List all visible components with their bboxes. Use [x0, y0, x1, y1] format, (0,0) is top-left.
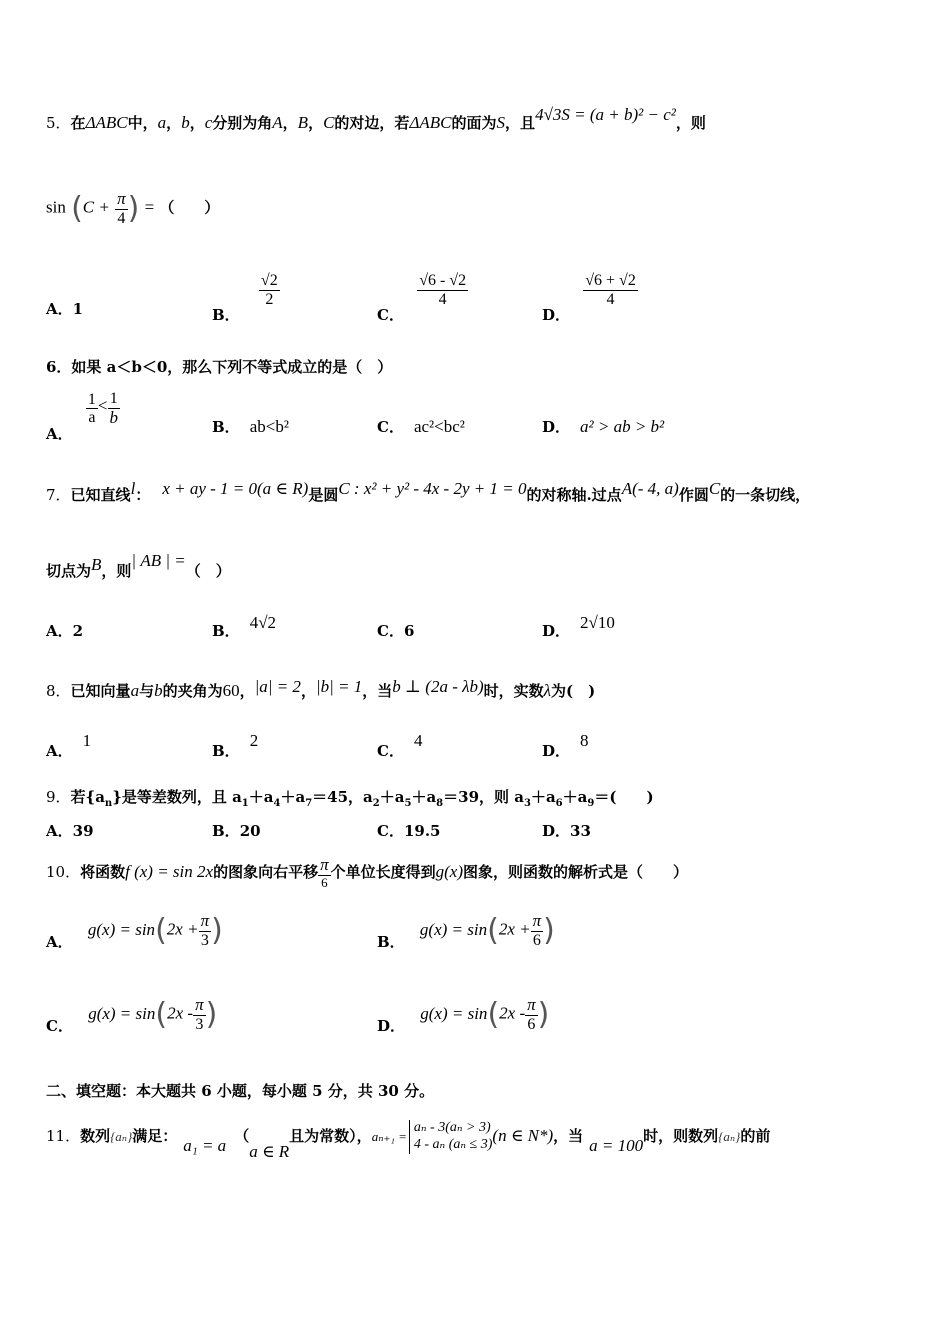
- q8-option-c[interactable]: C．4: [377, 731, 423, 760]
- q6-option-d[interactable]: D． a² > ab > b²: [542, 417, 665, 436]
- q10-option-b[interactable]: B． g(x) = sin(2x + $\frac{\pi}{6}$ ): [377, 911, 555, 951]
- question-8-stem: 8．已知向量a与b的夹角为60，|a| = 2，|b| = 1，当b ⊥ (2a - λb)时，实数λ为( ): [46, 677, 596, 700]
- question-5-stem: 5．在ΔABC中，a，b，c分别为角A，B，C的对边，若ΔABC的面为S，且4√3S = (a + b)² − c²，则: [46, 105, 706, 132]
- q10-option-d[interactable]: D． g(x) = sin(2x - $\frac{\pi}{6}$ ): [377, 995, 550, 1035]
- q7-option-d[interactable]: D． 2√10: [542, 613, 615, 640]
- q7-option-a[interactable]: A．2: [46, 622, 84, 640]
- question-9-stem: 9．若$\{a_n\}$是等差数列，且 $a_1+a_4+a_7=45$，$a_2+a_5+a_8=39$，则 $a_3+a_6+a_9=$( ): [46, 788, 654, 809]
- q6-option-b[interactable]: B． ab<b²: [212, 417, 289, 436]
- section-2-heading: 二、填空题：本大题共 6 小题，每小题 5 分，共 30 分。: [46, 1082, 435, 1100]
- question-6-stem: 6．如果 a＜b＜0，那么下列不等式成立的是（ ）: [46, 358, 393, 376]
- q5-option-b[interactable]: B． $\frac{√2}{2}$: [212, 272, 278, 325]
- pi-over-4: $\frac{\pi}{4}$: [117, 189, 126, 227]
- q10-option-a[interactable]: A． g(x) = sin(2x + $\frac{\pi}{3}$ ): [46, 911, 223, 951]
- piecewise-cases: aₙ - 3(aₙ > 3) 4 - aₙ (aₙ ≤ 3): [409, 1120, 493, 1154]
- q5-option-c[interactable]: C． $\frac{√6 - √2}{4}$: [377, 272, 467, 325]
- q5-option-a[interactable]: A．1: [46, 300, 84, 318]
- q8-option-a[interactable]: A．1: [46, 731, 92, 760]
- q6-option-c[interactable]: C． ac²<bc²: [377, 417, 465, 436]
- q10-option-c[interactable]: C． g(x) = sin(2x - $\frac{\pi}{3}$ ): [46, 995, 218, 1035]
- q9-option-d[interactable]: D．33: [542, 822, 591, 840]
- question-11-stem: 11．数列{aₙ}满足： a₁ = a （a ∈ R且为常数），aₙ₊₁ = aₙ - 3(aₙ > 3) 4 - aₙ (aₙ ≤ 3) (n ∈ N*)，当 a = 100时，则数列{aₙ}的前: [46, 1120, 771, 1161]
- question-5-expression: sin (C + $\frac{\pi}{4}$ ) = （ ）: [46, 189, 220, 227]
- q9-option-b[interactable]: B．20: [212, 822, 261, 840]
- q9-option-c[interactable]: C．19.5: [377, 822, 441, 840]
- question-10-stem: 10．将函数f (x) = sin 2x的图象向右平移 $\frac{\pi}{6}$ 个单位长度得到g(x)图象，则函数的解析式是（ ）: [46, 855, 689, 890]
- q7-option-c[interactable]: C．6: [377, 622, 415, 640]
- question-7-stem-cont: 切点为B，则| AB | =（ ）: [46, 551, 231, 580]
- q8-option-d[interactable]: D．8: [542, 731, 589, 760]
- question-7-stem: 7．已知直线l： x + ay - 1 = 0(a ∈ R)是圆C : x² + y² - 4x - 2y + 1 = 0的对称轴.过点A(- 4, a)作圆C的一条切线，: [46, 479, 811, 504]
- q5-option-d[interactable]: D． $\frac{√6 + √2}{4}$: [542, 272, 636, 325]
- q6-option-a[interactable]: A． $\frac{1}{a}$ < $\frac{1}{b}$: [46, 390, 118, 443]
- q9-option-a[interactable]: A．39: [46, 822, 94, 840]
- q7-option-b[interactable]: B． 4√2: [212, 613, 277, 640]
- q8-option-b[interactable]: B．2: [212, 731, 259, 760]
